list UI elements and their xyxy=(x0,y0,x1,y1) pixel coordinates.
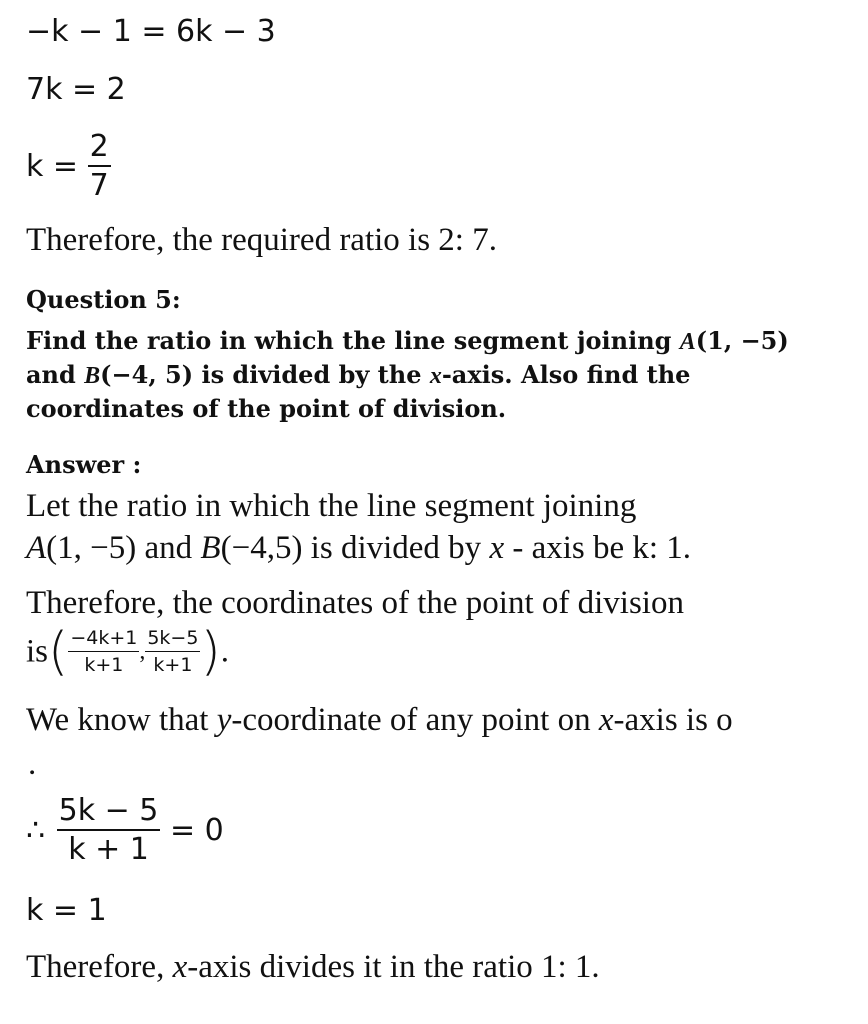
answer-text: Therefore, xyxy=(26,949,173,985)
question-text: Find the ratio in which the line segment joining xyxy=(26,326,680,355)
answer-dot: . xyxy=(28,746,37,782)
question-text: and xyxy=(26,360,85,389)
answer-text: -axis is o xyxy=(613,702,733,738)
point-b-label: B xyxy=(200,530,221,566)
question-line-1 xyxy=(26,326,789,356)
equation-line-3-lhs: k = xyxy=(26,149,79,184)
fraction-numerator: 2 xyxy=(89,129,109,164)
fraction-numerator: −4k+1 xyxy=(70,627,138,649)
equation-fraction xyxy=(57,793,161,867)
question-line-2 xyxy=(26,360,690,390)
answer-text: - axis be k: 1. xyxy=(504,530,692,566)
x-variable: x xyxy=(489,530,505,566)
x-coordinate-fraction xyxy=(68,629,139,675)
fraction-denominator: k+1 xyxy=(68,651,139,675)
answer-text: (1, −5) and xyxy=(46,530,201,566)
fraction-numerator: 5k − 5 xyxy=(58,793,159,828)
point-b-coords: (−4, 5) xyxy=(100,360,194,389)
question-line-3: coordinates of the point of division. xyxy=(26,394,507,423)
answer-line-1: Let the ratio in which the line segment joining xyxy=(26,488,637,524)
answer-text: is xyxy=(26,633,49,670)
equation-therefore xyxy=(26,793,224,867)
comma: , xyxy=(139,638,146,665)
final-conclusion xyxy=(26,949,600,986)
answer-line-4 xyxy=(26,622,229,682)
answer-line-3: Therefore, the coordinates of the point of division xyxy=(26,585,684,621)
fraction-2-over-7 xyxy=(88,129,111,203)
answer-text: -coordinate of any point on xyxy=(231,702,599,738)
fraction-denominator: k+1 xyxy=(145,651,200,675)
left-paren: ( xyxy=(48,622,69,682)
conclusion-ratio: Therefore, the required ratio is 2: 7. xyxy=(26,222,497,258)
k-result: k = 1 xyxy=(26,893,107,928)
point-a-label: A xyxy=(26,530,47,566)
question-text: is divided by the xyxy=(193,360,430,389)
y-variable: y xyxy=(216,702,232,738)
point-a-label: A xyxy=(679,329,696,355)
x-variable: x xyxy=(172,949,188,985)
equation-line-2: 7k = 2 xyxy=(26,72,126,107)
question-heading: Question 5: xyxy=(26,285,181,314)
equation-rhs: = 0 xyxy=(169,813,224,848)
x-variable: x xyxy=(598,702,614,738)
fraction-denominator: 7 xyxy=(88,165,111,201)
point-b-label: B xyxy=(84,363,101,389)
fraction-denominator: k + 1 xyxy=(57,829,161,865)
answer-text: We know that xyxy=(26,702,217,738)
therefore-symbol: ∴ xyxy=(26,813,46,848)
equation-line-1: −k − 1 = 6k − 3 xyxy=(26,14,276,49)
answer-line-2 xyxy=(26,530,691,567)
question-text: -axis. Also find the xyxy=(441,360,691,389)
answer-text: (−4,5) is divided by xyxy=(220,530,490,566)
equation-line-3 xyxy=(26,129,111,203)
answer-text: -axis divides it in the ratio 1: 1. xyxy=(187,949,600,985)
fraction-numerator: 5k−5 xyxy=(147,627,199,649)
period: . xyxy=(220,633,229,670)
point-a-coords: (1, −5) xyxy=(695,326,789,355)
x-variable: x xyxy=(429,363,442,389)
answer-heading: Answer : xyxy=(26,450,142,479)
right-paren: ) xyxy=(200,622,221,682)
y-coordinate-fraction xyxy=(145,629,200,675)
answer-line-5 xyxy=(26,702,733,739)
